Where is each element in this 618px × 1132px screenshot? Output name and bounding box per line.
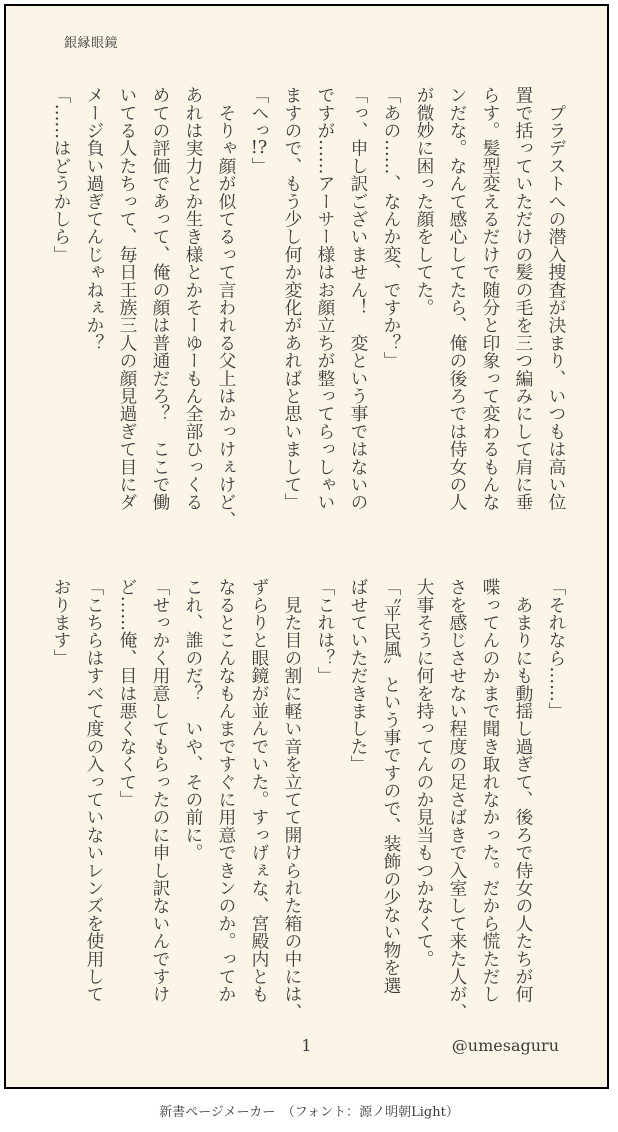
text-block-top: [44, 86, 572, 529]
running-title: 銀縁眼鏡: [64, 36, 119, 51]
page-number: 1: [301, 1036, 312, 1055]
body-line: ですが……アーサー様はお顔立ちが整ってらっしゃい: [315, 86, 335, 511]
body-line: 「〝平民風〟という事ですので、装飾の少ない物を選: [381, 578, 401, 994]
body-line: 「っ、申し訳ございません！ 変という事ではないの: [348, 86, 368, 511]
book-page: [4, 4, 609, 1089]
body-line: 「これは？」: [315, 578, 335, 685]
body-line: 見た目の割に軽い音を立てて開けられた箱の中には、: [282, 578, 302, 1021]
body-line: ばせていただきました」: [348, 578, 368, 773]
body-line: メージ負い過ぎてんじゃねぇか？: [84, 86, 104, 352]
body-line-segment: 」: [249, 156, 269, 175]
body-line: ンだな。なんて感心してたら、俺の後ろでは侍女の人: [447, 86, 467, 511]
body-line: そりゃ顔が似てるって言われる父上はかっけぇけど、: [216, 86, 236, 529]
body-line-segment: 「へっ: [249, 86, 269, 140]
body-line: これ、誰のだ？ いや、その前に。: [183, 578, 203, 862]
tatechuyoko-exclamation: !?: [250, 139, 268, 157]
text-block-bottom: [44, 578, 572, 1021]
body-line: が微妙に困った顔をしてた。: [414, 86, 434, 317]
body-line: さを感じさせない程度の足さばきで入室して来た人が、: [447, 578, 467, 1021]
body-line: めての評価であって、俺の顔は普通だろ？ ここで働: [150, 86, 170, 511]
body-line: あれは実力とか生き様とかそーゆーもん全部ひっくる: [183, 86, 203, 511]
generator-caption: 新書ページメーカー （フォント：源ノ明朝Light）: [159, 1105, 459, 1120]
body-line: ずらりと眼鏡が並んでいた。すっげぇな、宮殿内とも: [249, 578, 269, 1003]
body-line: ど……俺、目は悪くなくて」: [117, 578, 137, 809]
body-line: プラデストへの潜入捜査が決まり、いつもは高い位: [546, 86, 566, 511]
body-line: 「せっかく用意してもらったのに申し訳ないんですけ: [150, 578, 170, 1003]
body-line: なるとこんなもんまですぐに用意できンのか。ってか: [216, 578, 236, 1003]
body-line: ますので、もう少し何か変化があればと思いまして」: [282, 86, 302, 511]
body-line: 「それなら……」: [546, 578, 566, 720]
body-line: おります」: [51, 578, 71, 667]
body-line: 「あの……、なんか変、ですか？」: [381, 86, 401, 370]
body-line: 喋ってんのかまで聞き取れなかった。だから慌ただし: [480, 578, 500, 1003]
body-line: [242, 86, 275, 529]
body-line: 「……はどうかしら」: [51, 86, 71, 263]
body-line: 置で括っていただけの髪の毛を三つ編みにして肩に垂: [513, 86, 533, 511]
body-line: らす。髪型変えるだけで随分と印象って変わるもんな: [480, 86, 500, 511]
author-handle: @umesaguru: [451, 1036, 559, 1055]
body-line: 「こちらはすべて度の入っていないレンズを使用して: [84, 578, 104, 1003]
body-line: いてる人たちって、毎日王族三人の顔見過ぎて目にダ: [117, 86, 137, 511]
body-line: 大事そうに何を持ってんのか見当もつかなくて。: [414, 578, 434, 968]
body-line: あまりにも動揺し過ぎて、後ろで侍女の人たちが何: [513, 578, 533, 1003]
